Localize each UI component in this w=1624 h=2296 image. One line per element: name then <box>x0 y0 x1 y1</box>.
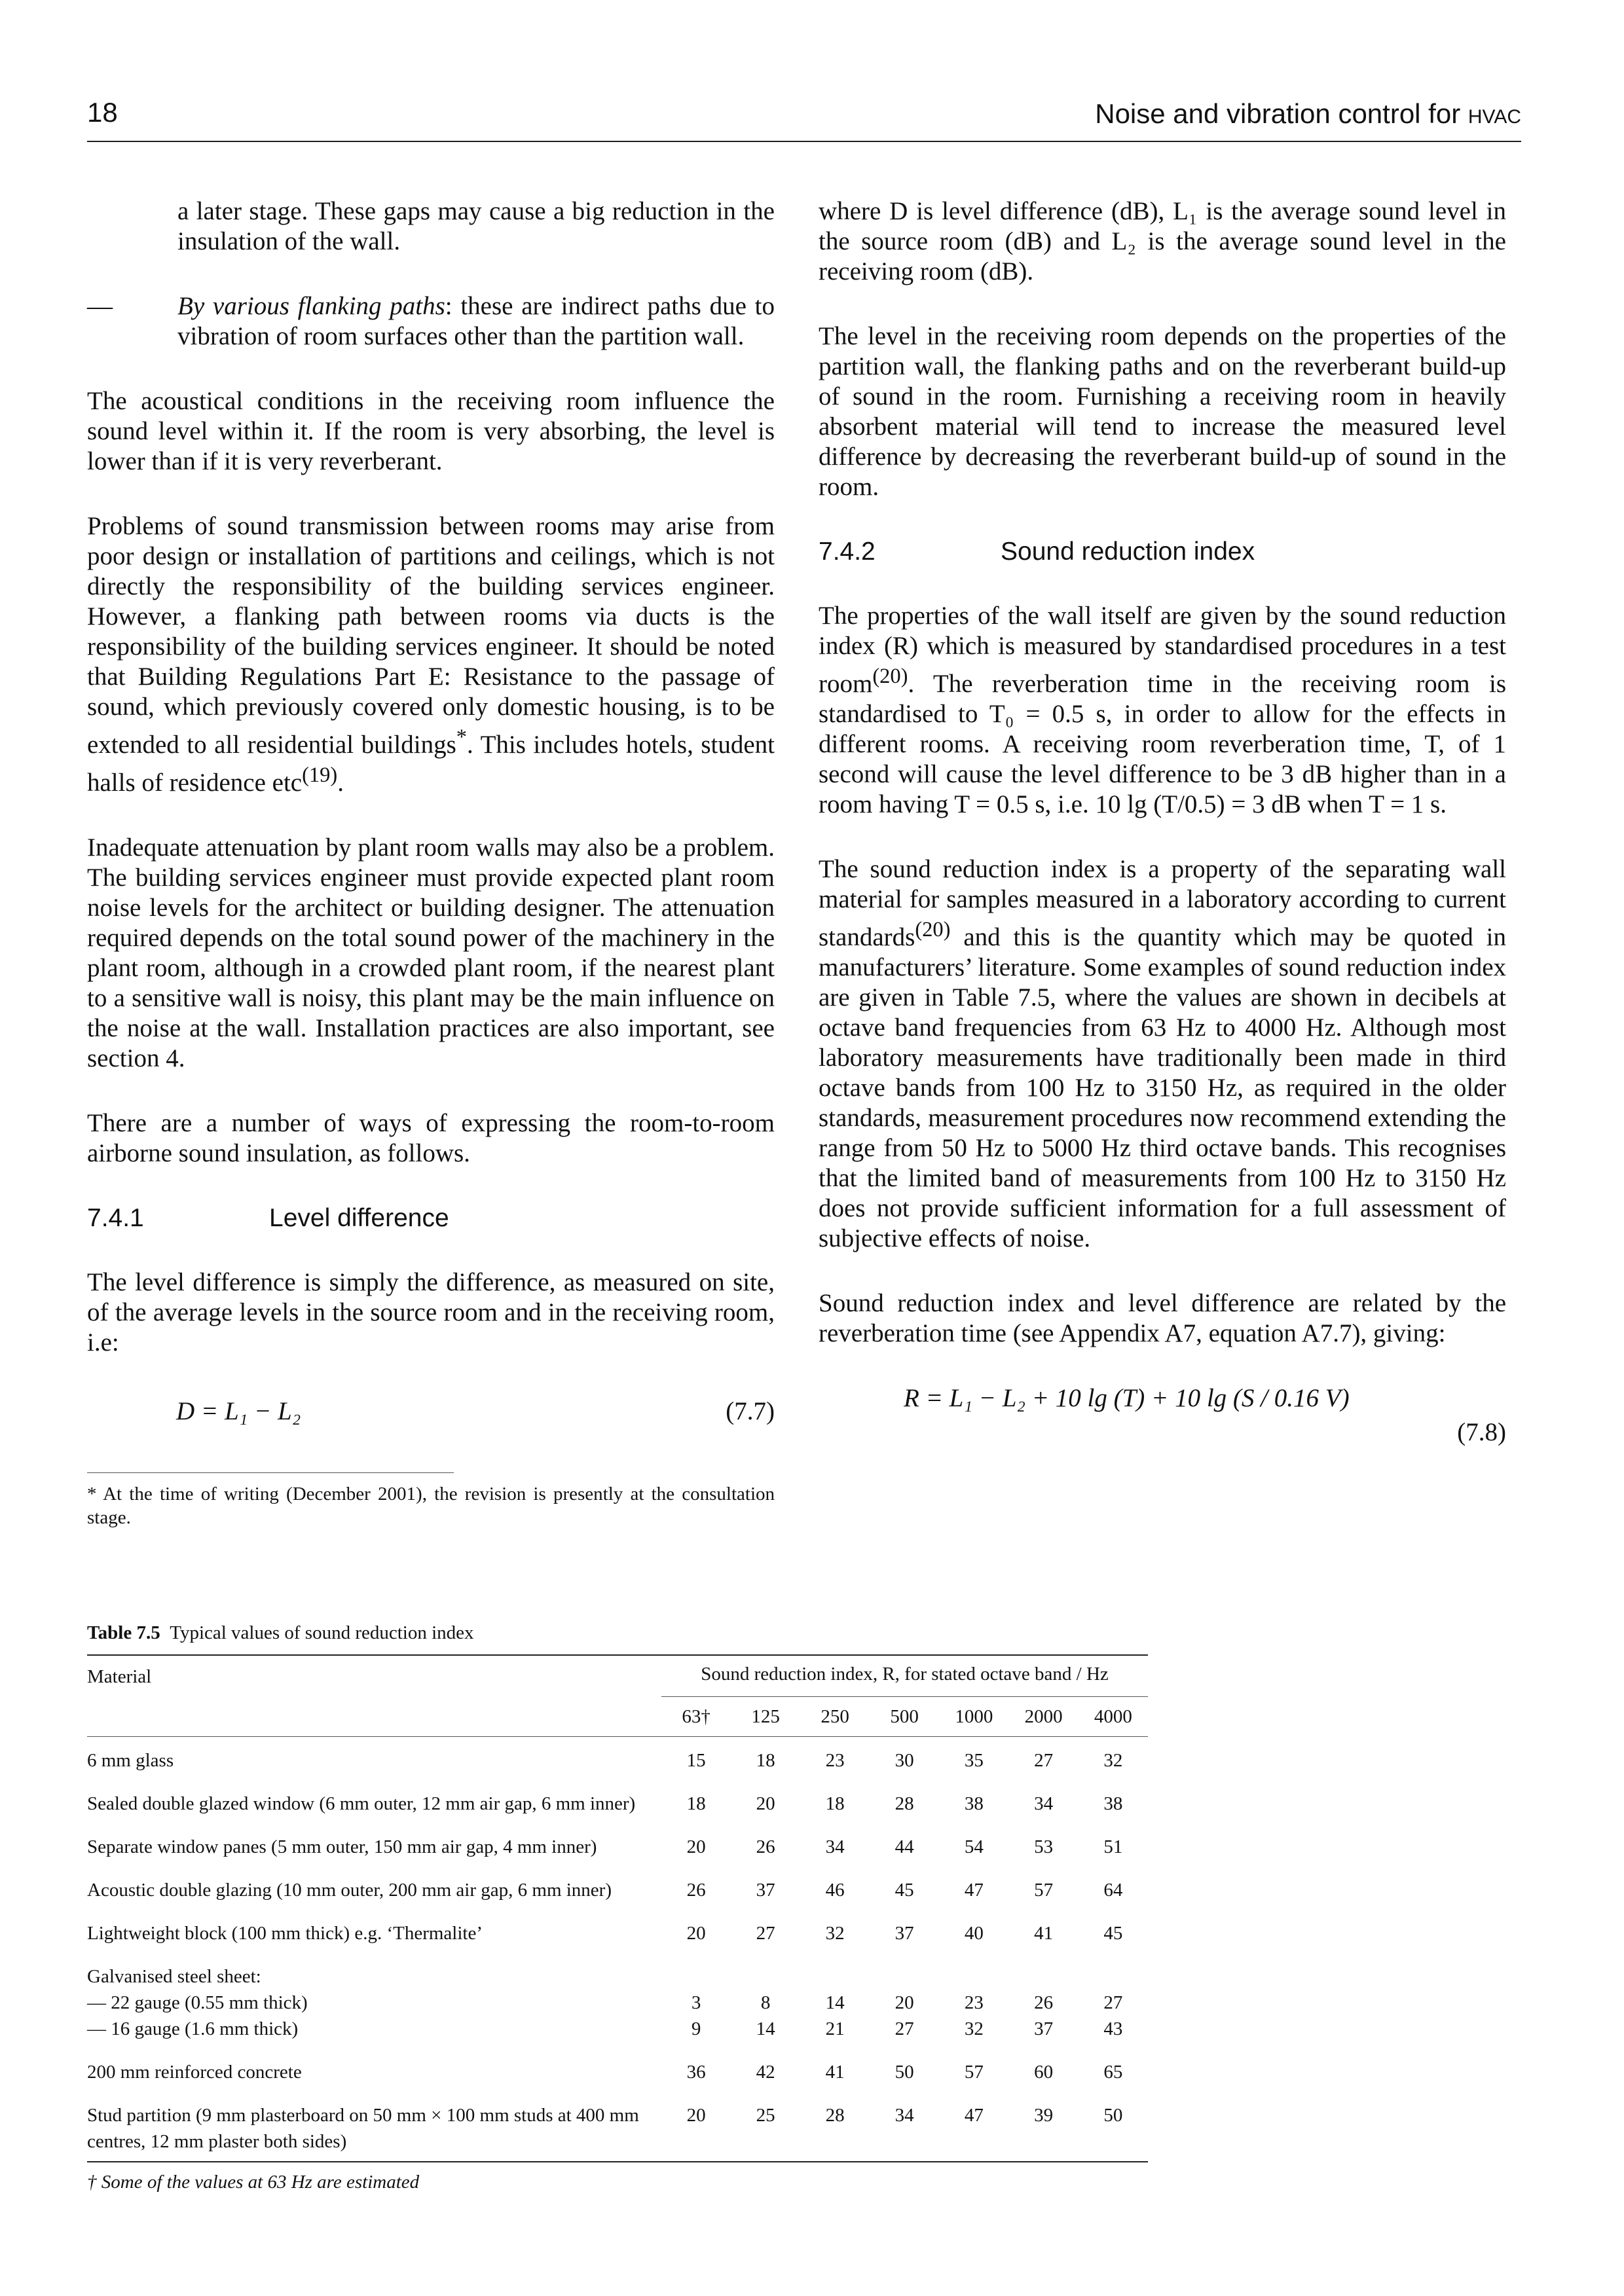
p2-end: . <box>337 769 344 797</box>
value-cell: 60 <box>1034 2061 1054 2083</box>
value-cell: 45 <box>895 1879 914 1901</box>
material-cell: Stud partition (9 mm plasterboard on 50 mm × 100 mm studs at 400 mm centres, 12 mm plaster both sides) <box>87 2092 661 2162</box>
value-cell: 57 <box>1034 1879 1054 1901</box>
header-material: Material <box>87 1655 661 1696</box>
section-title: Sound reduction index <box>1001 538 1255 566</box>
value-cell: 34 <box>825 1836 845 1857</box>
value-cell: 18 <box>686 1793 706 1814</box>
value-cell: 50 <box>1079 2092 1148 2162</box>
value-cell: 51 <box>1103 1836 1123 1857</box>
paragraph-where: where D is level difference (dB), L₁ is the average sound level in the source room (dB) and L₂ is the average sound level in the receiving room (dB). <box>819 197 1506 285</box>
material-cell <box>87 1953 661 2049</box>
material-cell: Acoustic double glazing (10 mm outer, 200 mm air gap, 6 mm inner) <box>87 1879 612 1901</box>
paragraph-sri-property <box>819 854 1506 1254</box>
value-cell: 27 <box>756 1922 775 1944</box>
table-caption <box>87 1622 1148 1644</box>
paragraph-problems <box>87 511 775 798</box>
page-number: 18 <box>87 97 118 128</box>
value-cell: 47 <box>964 1879 984 1901</box>
right-column <box>819 196 1506 1449</box>
reference-19: (19) <box>302 763 338 787</box>
table-row <box>87 1780 1148 1823</box>
value-cell: 37 <box>756 1879 775 1901</box>
value-cell: 46 <box>825 1879 845 1901</box>
value-cell: 57 <box>964 2061 984 2083</box>
table-header-row <box>87 1655 1148 1696</box>
table-row <box>87 1823 1148 1867</box>
table-row <box>87 1867 1148 1910</box>
value-cell: 26 <box>686 1879 706 1901</box>
r3-text-a: The properties of the wall itself are given by the sound reduction index (R) which is measured by standardised procedures in a test room <box>819 602 1506 698</box>
paragraph-receiving-room: The level in the receiving room depends on the properties of the partition wall, the flanking paths and on the reverberant build-up of sound in the room. Furnishing a receiving room in heavily absorbent material will tend to increase the measured level difference by decreasing the reverberant build-up of sound in the room. <box>819 322 1506 501</box>
table-band-row <box>87 1696 1148 1736</box>
footnote-rule <box>87 1472 454 1473</box>
header-blank <box>87 1696 661 1736</box>
caption-number: 7.5 <box>136 1622 160 1643</box>
band-250: 250 <box>800 1696 870 1736</box>
table-row <box>87 1910 1148 1953</box>
equation-number: (7.8) <box>1457 1418 1506 1446</box>
section-number: 7.4.1 <box>87 1204 144 1232</box>
paragraph-acoustical-conditions: The acoustical conditions in the receiving room influence the sound level within it. If the room is very absorbing, the level is lower than if it is very reverberant. <box>87 387 775 475</box>
paragraph-level-difference: The level difference is simply the difference, as measured on site, of the average levels in the source room and in the receiving room, i.e: <box>87 1268 775 1357</box>
header-band-group: Sound reduction index, R, for stated octave band / Hz <box>661 1655 1148 1696</box>
material-cell: Lightweight block (100 mm thick) e.g. ‘Thermalite’ <box>87 1922 483 1944</box>
value-cell: 39 <box>1008 2092 1078 2162</box>
table-row <box>87 2049 1148 2092</box>
value-cell: 47 <box>939 2092 1008 2162</box>
value-cell: 8 14 <box>756 1992 775 2039</box>
value-cell: 34 <box>870 2092 939 2162</box>
value-cell: 25 <box>731 2092 800 2162</box>
value-cell: 28 <box>800 2092 870 2162</box>
equation-text: R = L₁ − L₂ + 10 lg (T) + 10 lg (S / 0.16 V) <box>904 1384 1350 1412</box>
running-title-hvac: HVAC <box>1467 106 1521 128</box>
value-cell: 38 <box>1103 1793 1123 1814</box>
value-cell: 35 <box>964 1749 984 1771</box>
value-cell: 42 <box>756 2061 775 2083</box>
paragraph-plant-room: Inadequate attenuation by plant room walls may also be a problem. The building services engineer must provide expected plant room noise levels for the architect or building designer. The attenuation required depends on the total sound power of the machinery in the plant room, although in a crowded plant room, if the nearest plant to a sensitive wall is noisy, this plant may be the main influence on the noise at the wall. Installation practices are also important, see section 4. <box>87 833 775 1072</box>
running-title <box>1095 98 1521 130</box>
value-cell: 54 <box>964 1836 984 1857</box>
value-cell: 26 <box>756 1836 775 1857</box>
reference-20: (20) <box>872 665 908 688</box>
band-4000: 4000 <box>1079 1696 1148 1736</box>
value-cell: 14 21 <box>825 1992 845 2039</box>
section-title: Level difference <box>269 1204 449 1232</box>
flanking-em: By various flanking paths <box>177 292 445 320</box>
paragraph-ways: There are a number of ways of expressing the room-to-room airborne sound insulation, as follows. <box>87 1109 775 1167</box>
value-cell: 38 <box>964 1793 984 1814</box>
reference-20: (20) <box>915 918 951 941</box>
equation-7-7 <box>87 1393 775 1438</box>
caption-label: Table <box>87 1622 132 1643</box>
band-2000: 2000 <box>1008 1696 1078 1736</box>
r4-text-b: and this is the quantity which may be quoted in manufacturers’ literature. Some examples of sound reduction index are given in Table 7.5, where the values are shown in decibels at octave band frequencies from 63 Hz to 4000 Hz. Although most laboratory measurements have traditionally been made in third octave bands from 100 Hz to 3150 Hz, as required in the older standards, measurement procedures now recommend extending the range from 50 Hz to 5000 Hz third octave bands. This recognises that the limited band of measurements from 100 Hz to 3150 Hz does not provide sufficient information for a full assessment of subjective effects of noise. <box>819 923 1506 1252</box>
value-cell: 3 9 <box>691 1992 701 2039</box>
band-63: 63† <box>661 1696 731 1736</box>
value-cell: 27 <box>1034 1749 1054 1771</box>
header-rule <box>87 141 1521 142</box>
value-cell: 50 <box>895 2061 914 2083</box>
value-cell: 23 32 <box>964 1992 984 2039</box>
value-cell: 27 43 <box>1103 1992 1123 2039</box>
galvanised-16-gauge: — 16 gauge (1.6 mm thick) <box>87 2018 299 2039</box>
value-cell: 32 <box>1103 1749 1123 1771</box>
value-cell: 64 <box>1103 1879 1123 1901</box>
r4-text-a: The sound reduction index is a property of the separating wall material for samples measured in a laboratory according to current standards <box>819 855 1506 951</box>
flanking-term <box>177 292 775 350</box>
value-cell: 45 <box>1103 1922 1123 1944</box>
value-cell: 20 27 <box>895 1992 914 2039</box>
table-row <box>87 2092 1148 2162</box>
flanking-rest: : these are indirect paths due to vibration of room surfaces other than the partition wall. <box>177 292 775 350</box>
band-1000: 1000 <box>939 1696 1008 1736</box>
value-cell: 36 <box>686 2061 706 2083</box>
value-cell: 32 <box>825 1922 845 1944</box>
value-cell: 34 <box>1034 1793 1054 1814</box>
paragraph-related: Sound reduction index and level difference are related by the reverberation time (see Appendix A7, equation A7.7), giving: <box>819 1289 1506 1347</box>
value-cell: 26 37 <box>1034 1992 1054 2039</box>
value-cell: 20 <box>661 2092 731 2162</box>
value-cell: 20 <box>686 1922 706 1944</box>
material-cell: Separate window panes (5 mm outer, 150 mm air gap, 4 mm inner) <box>87 1836 597 1857</box>
equation-text: D = L₁ − L₂ <box>176 1397 301 1425</box>
value-cell: 23 <box>825 1749 845 1771</box>
material-cell: 6 mm glass <box>87 1749 174 1771</box>
caption-text: Typical values of sound reduction index <box>170 1622 474 1643</box>
equation-7-8 <box>819 1383 1506 1449</box>
band-500: 500 <box>870 1696 939 1736</box>
section-number: 7.4.2 <box>819 538 876 566</box>
value-cell: 41 <box>1034 1922 1054 1944</box>
value-cell: 20 <box>686 1836 706 1857</box>
p2-text-b: . This includes hotels, student halls of residence etc <box>87 731 775 797</box>
value-cell: 18 <box>825 1793 845 1814</box>
paragraph-properties <box>819 601 1506 820</box>
value-cell: 40 <box>964 1922 984 1944</box>
list-item-flanking <box>87 291 775 352</box>
table-7-5 <box>87 1622 1148 2193</box>
section-heading-7-4-2 <box>819 537 1506 567</box>
p2-text-a: Problems of sound transmission between rooms may arise from poor design or installation of partitions and ceilings, which is not directly the responsibility of the building services engineer. However, a flanking path between rooms via ducts is the responsibility of the building services engineer. It should be noted that Building Regulations Part E: Resistance to the passage of sound, which previously covered only domestic housing, is to be extended to all residential buildings <box>87 512 775 759</box>
equation-number: (7.7) <box>726 1397 775 1425</box>
value-cell: 30 <box>895 1749 914 1771</box>
value-cell: 15 <box>686 1749 706 1771</box>
sri-table <box>87 1654 1148 2162</box>
material-cell: 200 mm reinforced concrete <box>87 2061 302 2083</box>
list-item-text: a later stage. These gaps may cause a big reduction in the insulation of the wall. <box>177 197 775 255</box>
section-heading-7-4-1 <box>87 1203 775 1233</box>
value-cell: 20 <box>756 1793 775 1814</box>
r3-text-b: . The reverberation time in the receiving room is standardised to T₀ = 0.5 s, in order to allow for the effects in different rooms. A receiving room reverberation time, T, of 1 second will cause the level difference to be 3 dB higher than in a room having T = 0.5 s, i.e. 10 lg (T/0.5) = 3 dB when T = 1 s. <box>819 670 1506 818</box>
galvanised-22-gauge: — 22 gauge (0.55 mm thick) <box>87 1992 308 2013</box>
band-125: 125 <box>731 1696 800 1736</box>
value-cell: 41 <box>825 2061 845 2083</box>
footnote-marker: * <box>456 725 468 749</box>
table-row-galvanised <box>87 1953 1148 2049</box>
list-item-continued <box>87 196 775 257</box>
table-row <box>87 1736 1148 1780</box>
value-cell: 37 <box>895 1922 914 1944</box>
value-cell: 53 <box>1034 1836 1054 1857</box>
table-footnote: † Some of the values at 63 Hz are estimated <box>87 2171 420 2193</box>
running-title-text: Noise and vibration control for <box>1095 98 1461 129</box>
value-cell: 28 <box>895 1793 914 1814</box>
value-cell: 65 <box>1103 2061 1123 2083</box>
material-cell: Sealed double glazed window (6 mm outer, 12 mm air gap, 6 mm inner) <box>87 1793 636 1814</box>
left-column <box>87 196 775 1564</box>
value-cell: 44 <box>895 1836 914 1857</box>
footnote: * At the time of writing (December 2001), the revision is presently at the consultation stage. <box>87 1484 775 1528</box>
list-dash: — <box>87 292 113 320</box>
galvanised-heading: Galvanised steel sheet: <box>87 1965 261 1987</box>
table-body <box>87 1736 1148 2162</box>
value-cell: 18 <box>756 1749 775 1771</box>
